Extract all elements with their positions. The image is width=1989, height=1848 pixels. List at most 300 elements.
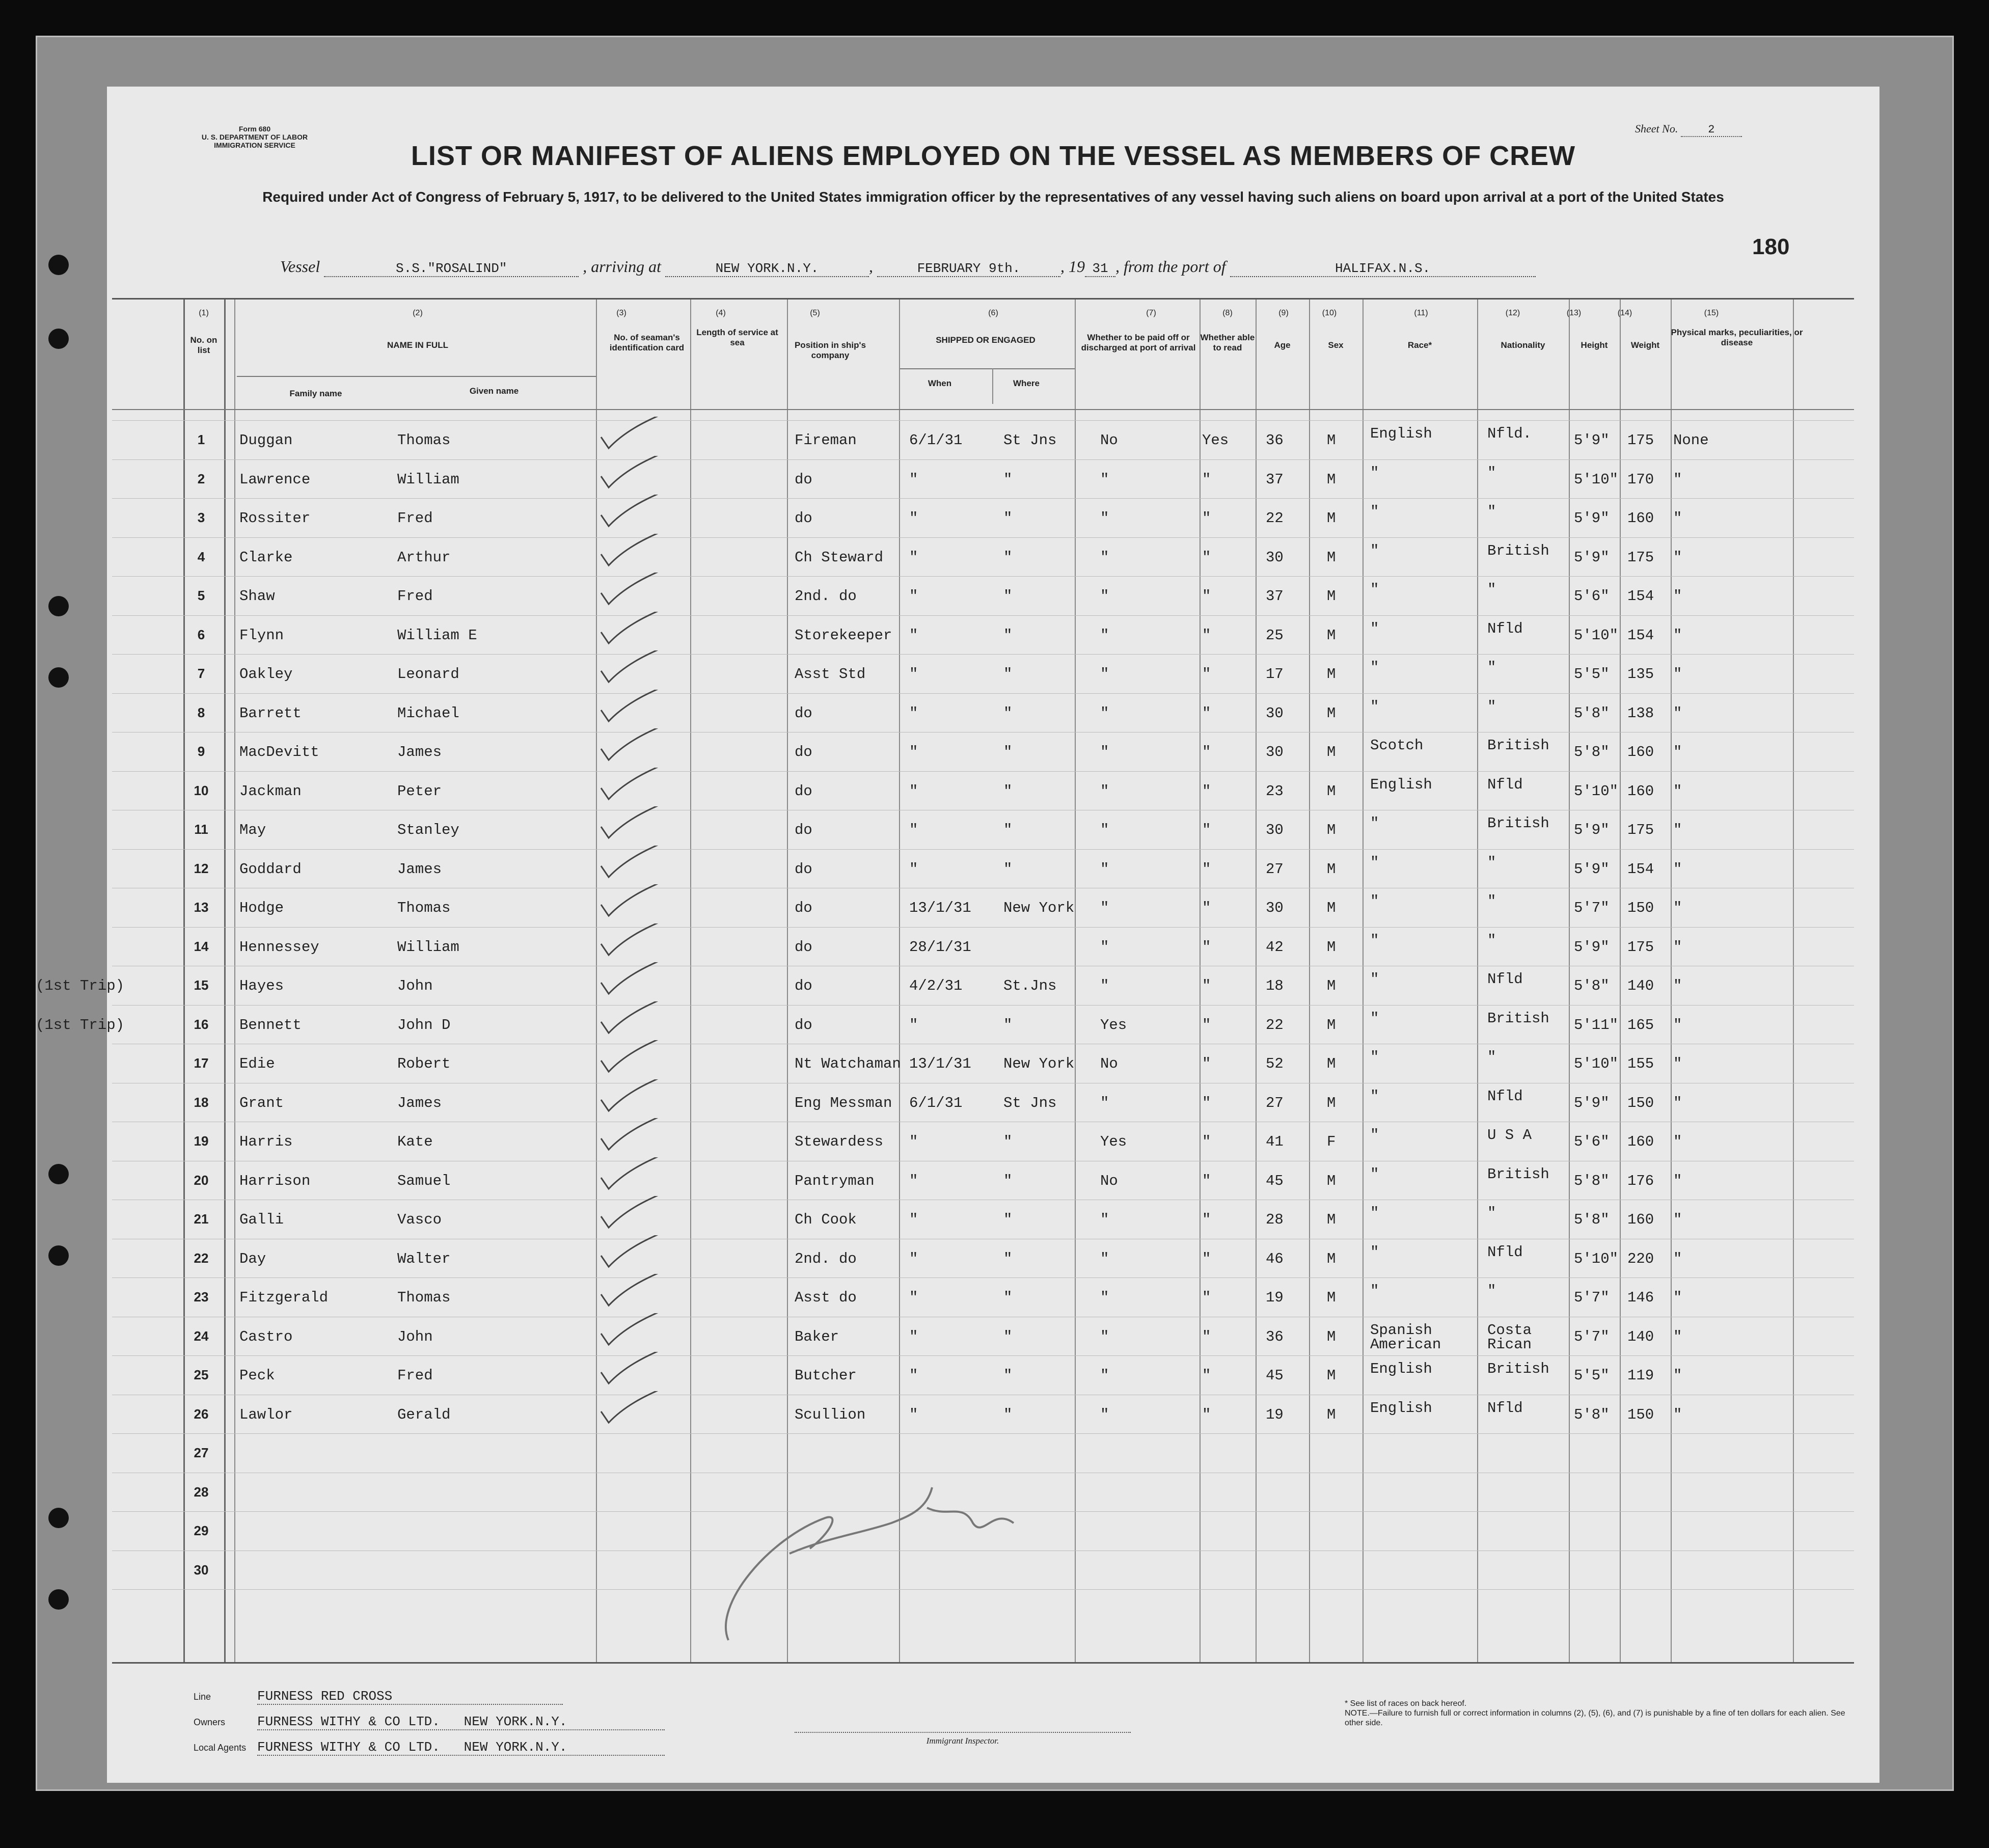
column-rule (1620, 300, 1621, 1662)
row-rule (112, 498, 1854, 499)
cell-family: Edie (239, 1055, 275, 1072)
cell-age: 19 (1266, 1406, 1284, 1423)
cell-when: " (909, 1172, 918, 1189)
binder-hole (48, 667, 69, 688)
col-number: (13) (1566, 309, 1582, 317)
column-rule (224, 300, 226, 1662)
cell-marks: " (1673, 627, 1682, 644)
cell-weight: 150 (1627, 1094, 1654, 1111)
service-name: IMMIGRATION SERVICE (214, 141, 295, 149)
row-number: 6 (197, 627, 205, 642)
cell-where: " (1003, 588, 1013, 605)
header-list-number: No. on list (190, 335, 217, 355)
cell-given: James (397, 860, 442, 878)
cell-where: " (1003, 1016, 1013, 1034)
row-number: 27 (194, 1445, 209, 1460)
header-able-to-read: Whether able to read (1200, 333, 1255, 352)
cell-family: Hennessey (239, 938, 319, 956)
cell-height: 5'6" (1574, 588, 1610, 605)
cell-when: 6/1/31 (909, 432, 963, 449)
cell-age: 45 (1266, 1172, 1284, 1189)
cell-marks: " (1673, 1328, 1682, 1345)
header-family-name: Family name (289, 389, 342, 398)
cell-marks: " (1673, 1250, 1682, 1267)
cell-read: " (1202, 471, 1211, 488)
cell-age: 41 (1266, 1133, 1284, 1150)
cell-given: John D (397, 1016, 451, 1034)
cell-marks: " (1673, 1172, 1682, 1189)
row-number: 11 (194, 822, 208, 837)
cell-race: " (1370, 1243, 1379, 1261)
cell-given: Gerald (397, 1406, 451, 1423)
header-race: Race* (1407, 340, 1432, 350)
cell-paid: Yes (1100, 1016, 1127, 1034)
cell-sex: M (1327, 1094, 1336, 1111)
cell-nationality: Nfld. (1487, 425, 1532, 442)
cell-read: " (1202, 704, 1211, 722)
cell-position: Ch Cook (795, 1211, 857, 1228)
cell-age: 30 (1266, 549, 1284, 566)
cell-paid: No (1100, 1055, 1118, 1072)
voyage-line: Vessel S.S."ROSALIND" , arriving at NEW YORK.N.Y. , FEBRUARY 9th. , 19 31 , from the port of HALIFAX.N.S. (280, 257, 1536, 277)
inspector-label: Immigrant Inspector. (795, 1732, 1131, 1746)
cell-age: 30 (1266, 900, 1284, 916)
row-number: 29 (194, 1523, 209, 1538)
header-paid-off: Whether to be paid off or discharged at port of arrival (1081, 333, 1196, 352)
cell-read: " (1202, 1055, 1211, 1072)
cell-nationality: " (1487, 932, 1496, 949)
row-number: 1 (197, 432, 205, 447)
column-rule (1671, 300, 1672, 1662)
cell-position: Pantryman (795, 1172, 875, 1189)
col-number: (9) (1278, 309, 1289, 317)
cell-when: " (909, 666, 918, 683)
cell-nationality: British (1487, 815, 1549, 832)
cell-race: " (1370, 1205, 1379, 1221)
cell-height: 5'6" (1574, 1133, 1610, 1150)
cell-race: English (1370, 425, 1432, 442)
form-number: Form 680 (238, 125, 271, 133)
cell-weight: 154 (1627, 588, 1654, 605)
cell-race: " (1370, 698, 1379, 715)
cell-age: 27 (1266, 1094, 1284, 1111)
cell-nationality: " (1487, 464, 1496, 481)
cell-sex: M (1327, 1367, 1336, 1384)
cell-nationality: " (1487, 854, 1496, 871)
cell-marks: " (1673, 782, 1682, 800)
cell-paid: " (1100, 1328, 1109, 1345)
checkmark-icon (598, 884, 665, 920)
checkmark-icon (598, 1079, 665, 1115)
cell-given: William E (397, 627, 477, 644)
departure-port: HALIFAX.N.S. (1230, 261, 1536, 277)
row-rule (112, 771, 1854, 772)
cell-position: do (795, 822, 812, 838)
row-number: 10 (194, 782, 209, 798)
cell-race: English (1370, 776, 1432, 793)
cell-family: Fitzgerald (239, 1289, 329, 1306)
cell-given: John (397, 977, 433, 994)
cell-given: John (397, 1328, 433, 1345)
cell-height: 5'10" (1574, 471, 1619, 488)
cell-given: Arthur (397, 549, 451, 566)
cell-sex: M (1327, 1211, 1336, 1228)
cell-when: " (909, 744, 918, 760)
cell-family: Jackman (239, 782, 302, 800)
cell-position: Asst Std (795, 666, 866, 683)
row-number: 7 (197, 666, 205, 681)
cell-given: Thomas (397, 1289, 451, 1306)
cell-when: 4/2/31 (909, 977, 963, 994)
row-number: 9 (197, 744, 205, 759)
cell-weight: 154 (1627, 627, 1654, 644)
arrival-year: 31 (1085, 261, 1115, 277)
cell-marks: " (1673, 549, 1682, 566)
cell-position: do (795, 900, 812, 916)
cell-where: New York (1003, 1055, 1075, 1072)
cell-position: Ch Steward (795, 549, 884, 566)
cell-family: May (239, 822, 266, 838)
cell-height: 5'7" (1574, 1328, 1610, 1345)
col-number: (11) (1414, 309, 1428, 317)
col-number: (2) (413, 309, 423, 317)
cell-read: " (1202, 1367, 1211, 1384)
cell-where: " (1003, 1406, 1013, 1423)
cell-marks: " (1673, 471, 1682, 488)
cell-family: Peck (239, 1367, 275, 1384)
checkmark-icon (598, 1352, 665, 1388)
cell-given: Leonard (397, 666, 459, 683)
header-length-service: Length of service at sea (696, 328, 778, 347)
sheet-number-value: 2 (1681, 123, 1742, 137)
cell-age: 30 (1266, 822, 1284, 838)
page-stamp-number: 180 (1752, 234, 1790, 259)
cell-when: " (909, 1133, 918, 1150)
checkmark-icon (598, 690, 665, 725)
agents-field (194, 1740, 665, 1756)
col-number: (14) (1617, 309, 1632, 317)
cell-when: " (909, 782, 918, 800)
cell-age: 18 (1266, 977, 1284, 994)
cell-given: Walter (397, 1250, 451, 1267)
cell-position: Storekeeper (795, 627, 892, 644)
cell-given: Stanley (397, 822, 459, 838)
row-number: 15 (194, 977, 209, 993)
cell-height: 5'10" (1574, 1055, 1619, 1072)
cell-when: 13/1/31 (909, 900, 971, 916)
cell-marks: " (1673, 1133, 1682, 1150)
penalty-note: NOTE.—Failure to furnish full or correct information in columns (2), (5), (6), and (7) is punishable by a fine of ten dollars for each alien. See other side. (1345, 1709, 1845, 1727)
cell-height: 5'10" (1574, 1250, 1619, 1267)
cell-height: 5'9" (1574, 510, 1610, 527)
shipped-header-rule (899, 368, 1075, 369)
cell-read: " (1202, 1172, 1211, 1189)
cell-age: 27 (1266, 860, 1284, 878)
header-rule (112, 409, 1854, 410)
row-number: 18 (194, 1094, 209, 1110)
cell-where: " (1003, 704, 1013, 722)
checkmark-icon (598, 495, 665, 530)
cell-given: James (397, 744, 442, 760)
cell-age: 30 (1266, 704, 1284, 722)
cell-read: " (1202, 588, 1211, 605)
cell-sex: M (1327, 471, 1336, 488)
header-age: Age (1274, 340, 1291, 350)
row-number: 24 (194, 1328, 209, 1344)
cell-read: " (1202, 977, 1211, 994)
binder-hole (48, 1164, 69, 1184)
line-label: Line (194, 1692, 211, 1702)
cell-nationality: " (1487, 698, 1496, 715)
cell-height: 5'5" (1574, 1367, 1610, 1384)
cell-weight: 150 (1627, 900, 1654, 916)
vessel-label: Vessel (280, 257, 320, 276)
cell-weight: 175 (1627, 938, 1654, 956)
header-shipped-engaged: SHIPPED OR ENGAGED (936, 335, 1036, 345)
cell-paid: " (1100, 900, 1109, 916)
cell-age: 37 (1266, 471, 1284, 488)
races-note: * See list of races on back hereof. (1345, 1699, 1467, 1708)
from-port-label: , from the port of (1115, 257, 1226, 276)
cell-paid: " (1100, 977, 1109, 994)
cell-family: Rossiter (239, 510, 311, 527)
checkmark-icon (598, 612, 665, 647)
cell-sex: M (1327, 627, 1336, 644)
cell-paid: " (1100, 1094, 1109, 1111)
cell-position: do (795, 938, 812, 956)
column-rule (787, 300, 788, 1662)
column-rule (1309, 300, 1310, 1662)
cell-family: Galli (239, 1211, 284, 1228)
header-position: Position in ship's company (794, 340, 866, 360)
cell-where: " (1003, 1211, 1013, 1228)
cell-age: 17 (1266, 666, 1284, 683)
cell-paid: " (1100, 471, 1109, 488)
cell-nationality: Nfld (1487, 1243, 1523, 1261)
cell-position: 2nd. do (795, 588, 857, 605)
cell-position: Fireman (795, 432, 857, 449)
cell-when: " (909, 1250, 918, 1267)
cell-marks: " (1673, 1289, 1682, 1306)
cell-marks: " (1673, 510, 1682, 527)
row-number: 21 (194, 1211, 209, 1227)
cell-given: Samuel (397, 1172, 451, 1189)
cell-paid: " (1100, 1289, 1109, 1306)
cell-given: Peter (397, 782, 442, 800)
checkmark-icon (598, 1274, 665, 1310)
cell-where: " (1003, 510, 1013, 527)
cell-age: 28 (1266, 1211, 1284, 1228)
checkmark-icon (598, 728, 665, 764)
owners-field (194, 1714, 665, 1730)
manifest-sheet (36, 87, 1879, 1783)
checkmark-icon (598, 534, 665, 569)
header-height: Height (1581, 340, 1608, 350)
cell-read: " (1202, 782, 1211, 800)
cell-sex: M (1327, 1172, 1336, 1189)
cell-nationality: " (1487, 1205, 1496, 1221)
cell-height: 5'8" (1574, 1172, 1610, 1189)
checkmark-icon (598, 806, 665, 842)
checkmark-icon (598, 650, 665, 686)
cell-where: " (1003, 1367, 1013, 1384)
cell-given: Thomas (397, 900, 451, 916)
cell-position: do (795, 977, 812, 994)
cell-marks: " (1673, 1406, 1682, 1423)
cell-where: St Jns (1003, 1094, 1057, 1111)
cell-family: Day (239, 1250, 266, 1267)
cell-family: Lawlor (239, 1406, 293, 1423)
binder-hole (48, 255, 69, 275)
cell-marks: " (1673, 588, 1682, 605)
cell-race: " (1370, 1088, 1379, 1105)
cell-race: " (1370, 620, 1379, 637)
column-rule (1200, 300, 1201, 1662)
cell-read: " (1202, 1016, 1211, 1034)
cell-age: 46 (1266, 1250, 1284, 1267)
cell-read: " (1202, 1211, 1211, 1228)
cell-position: Baker (795, 1328, 839, 1345)
checkmark-icon (598, 456, 665, 492)
cell-position: Nt Watchaman (795, 1055, 901, 1072)
col-number: (3) (616, 309, 626, 317)
column-rule (596, 300, 597, 1662)
row-rule (112, 1433, 1854, 1434)
cell-weight: 138 (1627, 704, 1654, 722)
year-prefix: 19 (1068, 257, 1085, 276)
cell-weight: 155 (1627, 1055, 1654, 1072)
cell-paid: " (1100, 1211, 1109, 1228)
cell-given: William (397, 938, 459, 956)
cell-sex: M (1327, 744, 1336, 760)
row-number: 12 (194, 860, 209, 876)
cell-race: " (1370, 1049, 1379, 1066)
cell-where: New York (1003, 900, 1075, 916)
cell-family: Shaw (239, 588, 275, 605)
header-shipped-when: When (928, 378, 952, 388)
cell-paid: " (1100, 822, 1109, 838)
cell-paid: " (1100, 744, 1109, 760)
vessel-name: S.S."ROSALIND" (324, 261, 579, 277)
cell-given: Thomas (397, 432, 451, 449)
cell-where: " (1003, 1250, 1013, 1267)
row-rule (112, 693, 1854, 694)
cell-nationality: " (1487, 659, 1496, 676)
cell-age: 36 (1266, 1328, 1284, 1345)
cell-marks: " (1673, 900, 1682, 916)
cell-race: " (1370, 503, 1379, 520)
cell-nationality: British (1487, 1165, 1549, 1183)
cell-family: Clarke (239, 549, 293, 566)
cell-height: 5'8" (1574, 744, 1610, 760)
row-number: 8 (197, 704, 205, 720)
row-number: 17 (194, 1055, 209, 1071)
arriving-label: , arriving at (583, 257, 661, 276)
cell-paid: " (1100, 1250, 1109, 1267)
cell-age: 22 (1266, 510, 1284, 527)
cell-weight: 165 (1627, 1016, 1654, 1034)
cell-when: " (909, 822, 918, 838)
cell-sex: M (1327, 666, 1336, 683)
row-rule (112, 576, 1854, 577)
cell-age: 19 (1266, 1289, 1284, 1306)
col-number: (7) (1146, 309, 1156, 317)
cell-height: 5'9" (1574, 432, 1610, 449)
cell-when: " (909, 1016, 918, 1034)
col-number: (6) (988, 309, 998, 317)
checkmark-icon (598, 923, 665, 959)
cell-given: Fred (397, 1367, 433, 1384)
cell-paid: " (1100, 549, 1109, 566)
cell-position: 2nd. do (795, 1250, 857, 1267)
cell-weight: 119 (1627, 1367, 1654, 1384)
column-rule (183, 300, 185, 1662)
cell-marks: " (1673, 938, 1682, 956)
checkmark-icon (598, 417, 665, 452)
cell-position: do (795, 744, 812, 760)
cell-race: " (1370, 971, 1379, 988)
cell-when: " (909, 627, 918, 644)
row-number: 23 (194, 1289, 209, 1305)
cell-position: do (795, 1016, 812, 1034)
cell-race: " (1370, 542, 1379, 559)
cell-where: " (1003, 549, 1013, 566)
cell-nationality: Costa Rican (1487, 1321, 1532, 1353)
footer-notes (1345, 1699, 1854, 1728)
binder-hole (48, 1245, 69, 1266)
cell-marks: " (1673, 822, 1682, 838)
col-number: (1) (199, 309, 209, 317)
agents-value: FURNESS WITHY & CO LTD. NEW YORK.N.Y. (257, 1740, 665, 1756)
cell-read: " (1202, 900, 1211, 916)
row-number: 5 (197, 588, 205, 603)
cell-weight: 175 (1627, 432, 1654, 449)
cell-when: " (909, 588, 918, 605)
checkmark-icon (598, 1235, 665, 1271)
cell-paid: " (1100, 1406, 1109, 1423)
cell-nationality: British (1487, 542, 1549, 559)
header-id-card: No. of seaman's identification card (609, 333, 685, 352)
cell-weight: 160 (1627, 1211, 1654, 1228)
cell-when: " (909, 860, 918, 878)
cell-nationality: British (1487, 737, 1549, 754)
binder-hole (48, 1589, 69, 1610)
agents-label: Local Agents (194, 1743, 247, 1753)
cell-age: 22 (1266, 1016, 1284, 1034)
cell-where: St Jns (1003, 432, 1057, 449)
header-sex: Sex (1328, 340, 1344, 350)
cell-read: " (1202, 1094, 1211, 1111)
cell-given: James (397, 1094, 442, 1111)
cell-read: Yes (1202, 432, 1229, 449)
cell-sex: M (1327, 1406, 1336, 1423)
checkmark-icon (598, 1157, 665, 1193)
cell-read: " (1202, 822, 1211, 838)
checkmark-icon (598, 1196, 665, 1232)
cell-given: Vasco (397, 1211, 442, 1228)
cell-race: " (1370, 1010, 1379, 1027)
cell-read: " (1202, 860, 1211, 878)
cell-nationality: British (1487, 1010, 1549, 1027)
cell-race: " (1370, 581, 1379, 598)
cell-sex: M (1327, 588, 1336, 605)
cell-paid: " (1100, 666, 1109, 683)
col-number: (12) (1505, 309, 1520, 317)
cell-read: " (1202, 1406, 1211, 1423)
cell-weight: 160 (1627, 744, 1654, 760)
cell-height: 5'10" (1574, 782, 1619, 800)
row-rule (112, 1355, 1854, 1356)
